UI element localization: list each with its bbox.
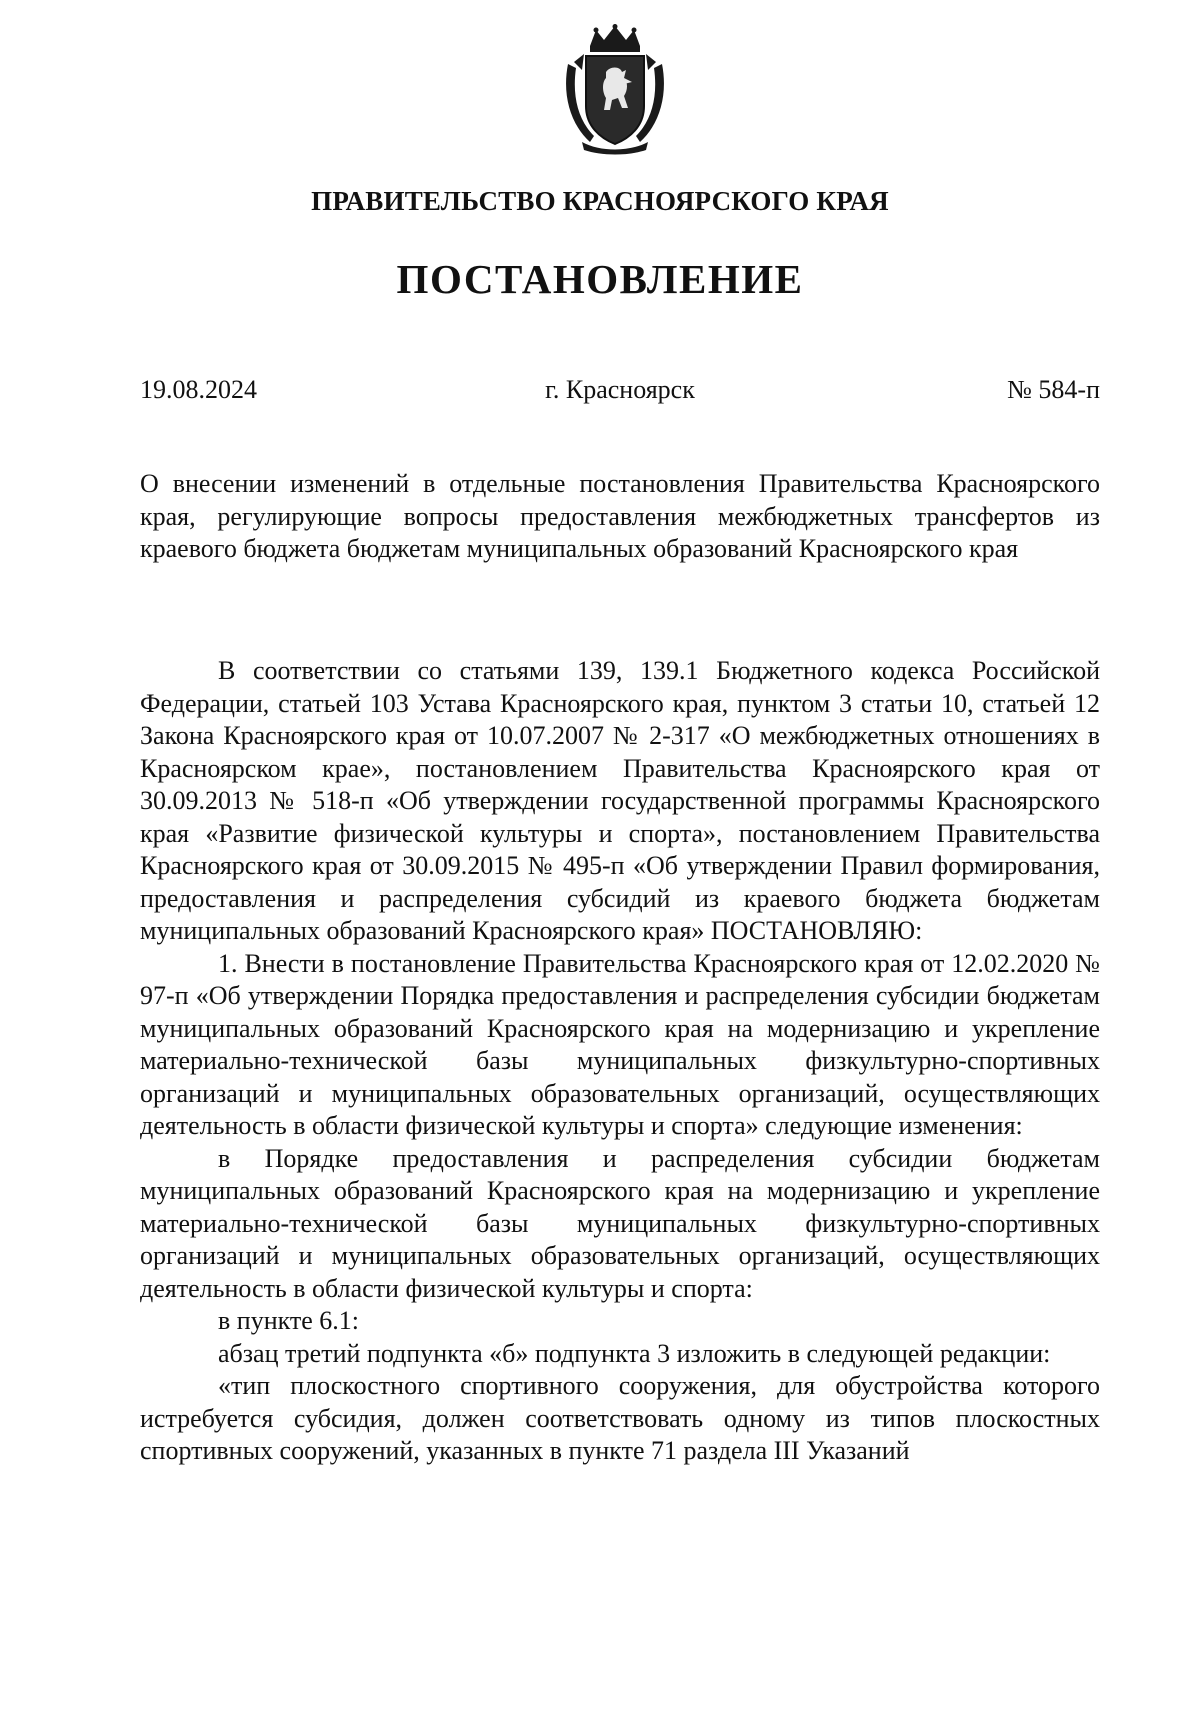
- body-paragraph: в пункте 6.1:: [218, 1306, 360, 1335]
- document-number: № 584-п: [1007, 375, 1100, 404]
- body-paragraph: в Порядке предоставления и распределения субсидии бюджетам муниципальных образований Красноярского края на модернизацию и укрепление материально-технической базы муниципальных физкультурно-спортивных организаций и муниципальных образовательных организаций, осуществляющих деятельность в области физической культуры и спорта:: [140, 1143, 1100, 1303]
- coat-of-arms-emblem-icon: [560, 24, 670, 156]
- body-paragraph: абзац третий подпункта «б» подпункта 3 изложить в следующей редакции:: [218, 1338, 1051, 1368]
- body-paragraph: «тип плоскостного спортивного сооружения, для обустройства которого истребуется субсидия, должен соответствовать одному из типов плоскостных спортивных сооружений, указанных в пункте 71 раздела III Указаний: [140, 1371, 1100, 1465]
- document-date: 19.08.2024: [140, 375, 257, 404]
- document-meta-row: [140, 375, 1100, 411]
- document-type-title: ПОСТАНОВЛЕНИЕ: [396, 256, 804, 302]
- body-paragraph: 1. Внести в постановление Правительства Красноярского края от 12.02.2020 № 97-п «Об утверждении Порядка предоставления и распределения субсидии бюджетам муниципальных образований Красноярского края на модернизацию и укрепление материально-технической базы муниципальных физкультурно-спортивных организаций и муниципальных образовательных организаций, осуществляющих деятельность в области физической культуры и спорта» следующие изменения:: [140, 948, 1100, 1140]
- body-paragraph: В соответствии со статьями 139, 139.1 Бюджетного кодекса Российской Федерации, статьей 103 Устава Красноярского края, пунктом 3 статьи 10, статьей 12 Закона Красноярского края от 10.07.2007 № 2-317 «О межбюджетных отношениях в Красноярском крае», постановлением Правительства Красноярского края от 30.09.2013 № 518-п «Об утверждении государственной программы Красноярского края «Развитие физической культуры и спорта», постановлением Правительства Красноярского края от 30.09.2015 № 495-п «Об утверждении Правил формирования, предоставления и распределения субсидий из краевого бюджета бюджетам муниципальных образований Красноярского края» ПОСТАНОВЛЯЮ:: [140, 656, 1100, 945]
- document-body: [140, 655, 1100, 1468]
- document-subject: О внесении изменений в отдельные постановления Правительства Красноярского края, регулирующие вопросы предоставления межбюджетных трансфертов из краевого бюджета бюджетам муниципальных образований Красноярского края: [140, 469, 1100, 563]
- organization-title: ПРАВИТЕЛЬСТВО КРАСНОЯРСКОГО КРАЯ: [311, 186, 889, 216]
- document-city: г. Красноярск: [545, 375, 695, 404]
